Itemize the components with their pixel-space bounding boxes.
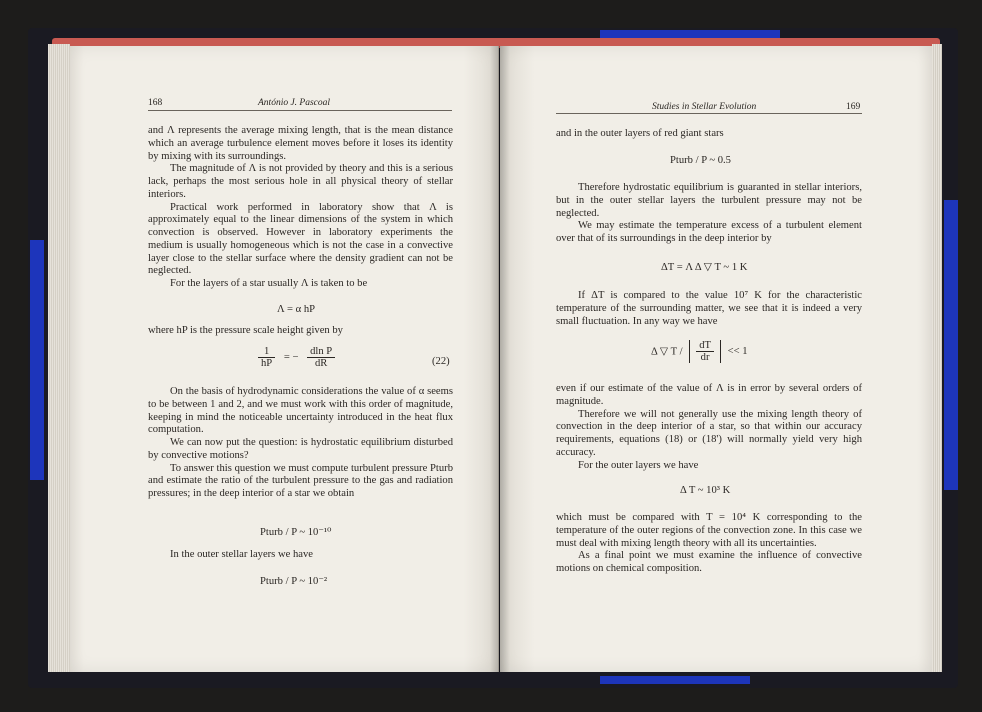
- page-stack-right: [932, 44, 942, 672]
- book-gutter: [490, 46, 510, 672]
- denominator: hP: [261, 358, 273, 369]
- fraction: [258, 346, 275, 369]
- paragraph: For the outer layers we have: [578, 459, 699, 471]
- numerator: dln P: [307, 346, 335, 358]
- denominator: dr: [700, 352, 710, 363]
- right-text-block-3: [556, 290, 862, 328]
- ratio-left: Δ ▽ T /: [651, 346, 683, 358]
- left-header-rule: [148, 110, 452, 111]
- paragraph: where hP is the pressure scale height given by: [148, 325, 343, 336]
- right-running-head: Studies in Stellar Evolution: [652, 102, 757, 112]
- left-text-block-2: [148, 325, 453, 338]
- paragraph: On the basis of hydrodynamic considerations the value of α seems to be between 1 and 2, and we must work with this order of magnitude, keeping in mind the noticeable uncertainty introduced in the heat flux computation.: [148, 386, 453, 436]
- right-header-rule: [556, 113, 862, 114]
- left-text-block-3: [148, 386, 453, 501]
- paragraph: We may estimate the temperature excess of a turbulent element over that of its surroundings in the deep interior by: [556, 220, 862, 244]
- fraction: [696, 340, 714, 363]
- paragraph: As a final point we must examine the influence of convective motions on chemical composition.: [556, 550, 862, 574]
- right-text-block-1: [556, 128, 862, 141]
- denominator: dR: [314, 358, 328, 369]
- paragraph: The magnitude of Λ is not provided by theory and this is a serious lack, perhaps the most serious hole in all physical theory of stellar interiors.: [148, 163, 453, 200]
- absolute-value: [689, 340, 721, 363]
- paragraph: even if our estimate of the value of Λ is in error by several orders of magnitude.: [556, 383, 862, 407]
- paragraph: We can now put the question: is hydrostatic equilibrium disturbed by convective motions?: [148, 437, 453, 461]
- right-text-block-5: [556, 512, 862, 576]
- left-text-block-4: [148, 549, 453, 562]
- equation-number: (22): [432, 356, 450, 367]
- numerator: dT: [696, 340, 714, 352]
- left-text-block-1: [148, 125, 453, 291]
- paragraph: In the outer stellar layers we have: [170, 549, 313, 560]
- paragraph: Therefore we will not generally use the mixing length theory of convection in the deep interior of a star, so that within our accuracy requirements, equations (18) or (18') will normally yield very high accuracy.: [556, 408, 862, 458]
- left-page-number: 168: [148, 98, 163, 108]
- equation-outer-layers: Pturb / P ~ 10⁻²: [260, 576, 328, 587]
- paragraph: For the layers of a star usually Λ is taken to be: [170, 278, 368, 289]
- right-text-block-2: [556, 182, 862, 246]
- equation-22: [258, 346, 335, 369]
- paragraph: and in the outer layers of red giant stars: [556, 128, 724, 139]
- equation-red-giants: Pturb / P ~ 0.5: [670, 155, 731, 166]
- equals-sign: = −: [283, 351, 299, 363]
- equation-delta-t: ΔT = Λ Δ ▽ T ~ 1 K: [661, 262, 748, 273]
- page-stack-left: [48, 44, 70, 672]
- ratio-right: << 1: [727, 346, 748, 357]
- equation-outer-delta-t: Δ T ~ 10³ K: [680, 485, 731, 496]
- paragraph: Therefore hydrostatic equilibrium is guaranted in stellar interiors, but in the outer stellar layers the turbulent pressure may not be neglected.: [556, 182, 862, 219]
- fraction: [307, 346, 335, 369]
- paragraph: To answer this question we must compute turbulent pressure Pturb and estimate the ratio of the turbulent pressure to the gas and radiation pressures; in the deep interior of a star we obtain: [148, 462, 453, 499]
- right-page-number: 169: [846, 102, 861, 112]
- cover-marbling-right: [944, 200, 958, 490]
- equation-ratio: [651, 340, 748, 363]
- paragraph: If ΔT is compared to the value 10⁷ K for the characteristic temperature of the surrounding matter, we see that it is indeed a very small fluctuation. In any way we have: [556, 290, 862, 327]
- equation-deep-interior: Pturb / P ~ 10⁻¹⁰: [260, 527, 332, 538]
- equation-lambda: Λ = α hP: [277, 304, 316, 315]
- paragraph: Practical work performed in laboratory show that Λ is approximately equal to the linear dimensions of the system in which convection is observed. However in laboratory experiments the medium is usually homogeneous which is not the case in a convective layer close to the stellar surface where the density gradient can not be neglected.: [148, 201, 453, 277]
- numerator: 1: [258, 346, 275, 358]
- cover-marbling-left: [30, 240, 44, 480]
- paragraph: and Λ represents the average mixing length, that is the mean distance which an average turbulence element moves before it loses its identity by mixing with its surroundings.: [148, 125, 453, 162]
- left-running-head: António J. Pascoal: [258, 98, 331, 108]
- cover-marbling-bottom: [600, 676, 750, 684]
- paragraph: which must be compared with T = 10⁴ K corresponding to the temperature of the outer regions of the convection zone. In this case we must deal with mixing length theory with all its uncertainties.: [556, 512, 862, 549]
- right-text-block-4: [556, 383, 862, 472]
